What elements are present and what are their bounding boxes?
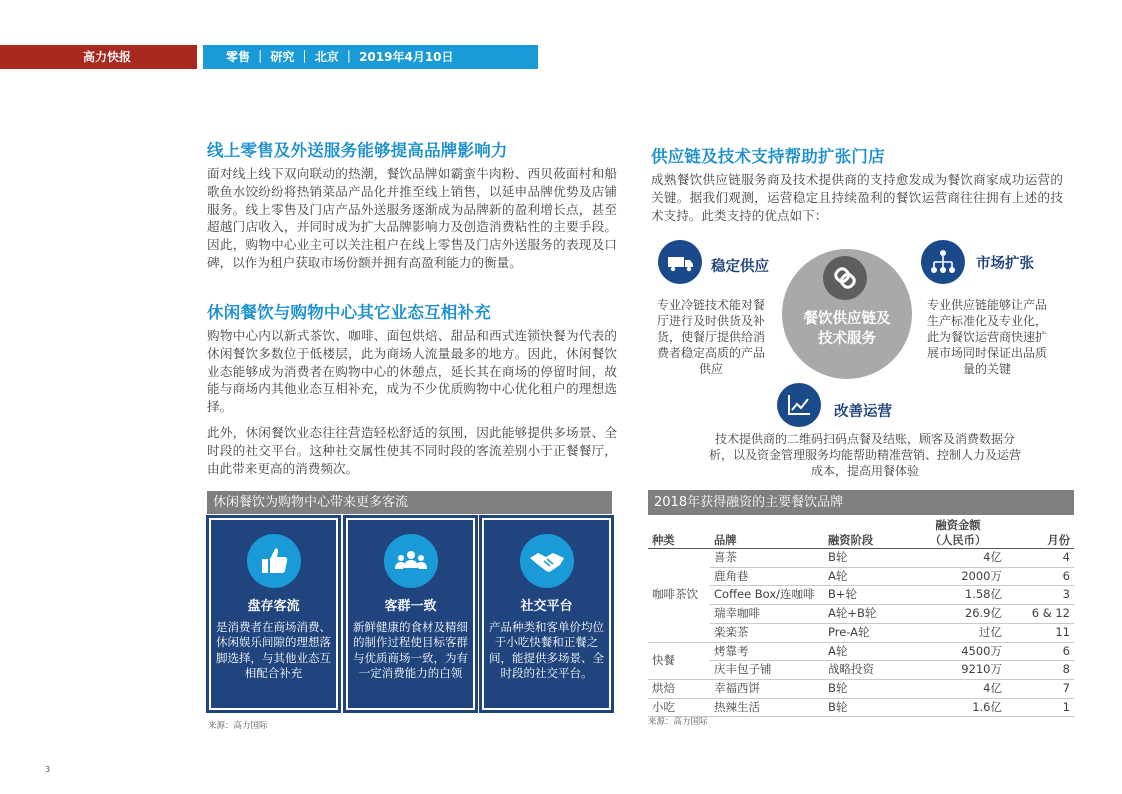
header-stage: 融资阶段 [824, 518, 910, 549]
cell-category: 烘焙 [648, 679, 710, 698]
report-meta: 零售 ｜ 研究 ｜ 北京 ｜ 2019年4月10日 [203, 45, 538, 69]
cell-category: 小吃 [648, 698, 710, 717]
header-amount [910, 518, 1006, 549]
paragraph-casual-dining-1: 购物中心内以新式茶饮、咖啡、面包烘焙、甜品和西式连锁快餐为代表的休闲餐饮多数位于低楼层，此为商场人流量最多的地方。因此，休闲餐饮业态能够成为消费者在购物中心的休憩点，延长其在商场的停留时间，故能与商场内其他业态互相补充，成为不少优质购物中心优化租户的理想选择。 [207, 328, 617, 415]
cell-month: 6 & 12 [1006, 605, 1074, 624]
cell-stage: B轮 [824, 549, 910, 568]
header-month: 月份 [1006, 518, 1074, 549]
cell-brand: Coffee Box/连咖啡 [710, 586, 824, 605]
header-category: 种类 [648, 518, 710, 549]
cell-brand: 鹿角巷 [710, 567, 824, 586]
header-amount-line2: （人民币） [929, 534, 987, 547]
cell-month: 7 [1006, 679, 1074, 698]
item-text-stable-supply: 专业冷链技术能对餐厅进行及时供货及补货，使餐厅提供给消费者稳定高质的产品供应 [656, 298, 765, 376]
cell-stage: A轮 [824, 567, 910, 586]
handshake-icon [520, 534, 574, 588]
cell-category: 快餐 [648, 642, 710, 679]
cell-month: 6 [1006, 567, 1074, 586]
item-title-stable-supply: 稳定供应 [711, 259, 769, 275]
table-row [648, 642, 1074, 661]
cell-month: 8 [1006, 661, 1074, 680]
cell-amount: 1.58亿 [910, 586, 1006, 605]
truck-icon [658, 240, 702, 284]
center-circle [782, 249, 912, 379]
cell-brand: 幸福西饼 [710, 679, 824, 698]
cell-stage: B+轮 [824, 586, 910, 605]
cell-amount: 4亿 [910, 549, 1006, 568]
cell-month: 6 [1006, 642, 1074, 661]
header-brand: 品牌 [710, 518, 824, 549]
table-row [648, 698, 1074, 717]
chain-link-icon [823, 256, 867, 300]
center-label-line1: 餐饮供应链及 [803, 311, 891, 327]
cell-brand: 瑞幸咖啡 [710, 605, 824, 624]
card-text: 产品种类和客单价均位于小吃快餐和正餐之间，能提供多场景、全时段的社交平台。 [489, 620, 604, 681]
table-row [648, 661, 1074, 680]
item-title-improve-operations: 改善运营 [834, 404, 892, 420]
section-title-casual-dining: 休闲餐饮与购物中心其它业态互相补充 [207, 303, 491, 322]
cell-category: 咖啡茶饮 [648, 549, 710, 643]
brand-tag: 高力快报 [0, 45, 197, 69]
card-consistent-customers [345, 517, 476, 711]
cell-amount: 1.6亿 [910, 698, 1006, 717]
cell-stage: 战略投资 [824, 661, 910, 680]
traffic-box-title: 休闲餐饮为购物中心带来更多客流 [207, 491, 612, 514]
cell-amount: 26.9亿 [910, 605, 1006, 624]
table-row [648, 605, 1074, 624]
card-title: 客群一致 [384, 599, 437, 614]
paragraph-casual-dining-2: 此外，休闲餐饮业态往往营造轻松舒适的氛围，因此能够提供多场景、全时段的社交平台。这种社交属性使其不同时段的客流差别小于正餐餐厅，由此带来更高的消费频次。 [207, 425, 617, 476]
table-row [648, 586, 1074, 605]
network-icon [921, 240, 965, 284]
cell-month: 11 [1006, 623, 1074, 642]
cell-stage: B轮 [824, 698, 910, 717]
group-icon [384, 534, 438, 588]
cell-brand: 热辣生活 [710, 698, 824, 717]
item-text-market-expansion: 专业供应链能够让产品生产标准化及专业化，此为餐饮运营商快速扩展市场同时保证出品质量的关键 [926, 298, 1047, 376]
item-title-market-expansion: 市场扩张 [976, 256, 1034, 272]
table-header-row [648, 518, 1074, 549]
funding-table-title: 2018年获得融资的主要餐饮品牌 [648, 490, 1074, 515]
card-text: 新鲜健康的食材及精细的制作过程使目标客群与优质商场一致，为有一定消费能力的白领 [353, 620, 468, 681]
section-title-supply-chain: 供应链及技术支持帮助扩张门店 [651, 147, 885, 166]
cell-stage: B轮 [824, 679, 910, 698]
left-source: 来源：高力国际 [208, 721, 268, 731]
paragraph-online-retail: 面对线上线下双向联动的热潮，餐饮品牌如霸蛮牛肉粉、西贝莜面村和船歌鱼水饺纷纷将热销菜品产品化并推至线上销售，以延申品牌优势及店铺服务。线上零售及门店产品外送服务逐渐成为品牌新的盈利增长点，甚至超越门店收入，并同时成为扩大品牌影响力及创造消费粘性的主要手段。因此，购物中心业主可以关注租户在线上零售及门店外送服务的表现及口碑，以作为租户获取市场份额并拥有高盈利能力的衡量。 [207, 166, 617, 270]
card-social-platform [481, 517, 612, 711]
funding-table [648, 518, 1074, 717]
growth-chart-icon [777, 383, 821, 427]
cell-month: 4 [1006, 549, 1074, 568]
center-label [782, 309, 912, 349]
center-label-line2: 技术服务 [818, 331, 876, 347]
card-stock-traffic [208, 517, 339, 711]
thumbs-up-icon [247, 534, 301, 588]
header-amount-line1: 融资金额 [935, 519, 981, 532]
card-title: 社交平台 [520, 599, 573, 614]
cell-brand: 喜茶 [710, 549, 824, 568]
cell-amount: 4500万 [910, 642, 1006, 661]
table-row [648, 567, 1074, 586]
cell-brand: 庆丰包子铺 [710, 661, 824, 680]
cell-stage: Pre-A轮 [824, 623, 910, 642]
cell-amount: 9210万 [910, 661, 1006, 680]
paragraph-supply-chain: 成熟餐饮供应链服务商及技术提供商的支持愈发成为餐饮商家成功运营的关键。据我们观测，运营稳定且持续盈利的餐饮运营商往往拥有上述的技术支持。此类支持的优点如下： [651, 172, 1063, 223]
section-title-online-retail: 线上零售及外送服务能够提高品牌影响力 [207, 141, 508, 160]
item-text-improve-operations: 技术提供商的二维码扫码点餐及结账，顾客及消费数据分析，以及资金管理服务均能帮助精准营销、控制人力及运营成本，提高用餐体验 [708, 432, 1021, 478]
cell-amount: 过亿 [910, 623, 1006, 642]
card-title: 盘存客流 [247, 599, 300, 614]
table-row [648, 679, 1074, 698]
table-row [648, 549, 1074, 568]
page-number: 3 [45, 765, 51, 774]
cell-stage: A轮+B轮 [824, 605, 910, 624]
cell-month: 3 [1006, 586, 1074, 605]
cell-amount: 4亿 [910, 679, 1006, 698]
right-source: 来源：高力国际 [648, 717, 708, 727]
cell-brand: 烤靠考 [710, 642, 824, 661]
cell-amount: 2000万 [910, 567, 1006, 586]
cell-brand: 楽楽茶 [710, 623, 824, 642]
card-text: 是消费者在商场消费、休闲娱乐间隙的理想落脚选择，与其他业态互相配合补充 [216, 620, 331, 681]
table-row [648, 623, 1074, 642]
cell-stage: A轮 [824, 642, 910, 661]
cell-month: 1 [1006, 698, 1074, 717]
